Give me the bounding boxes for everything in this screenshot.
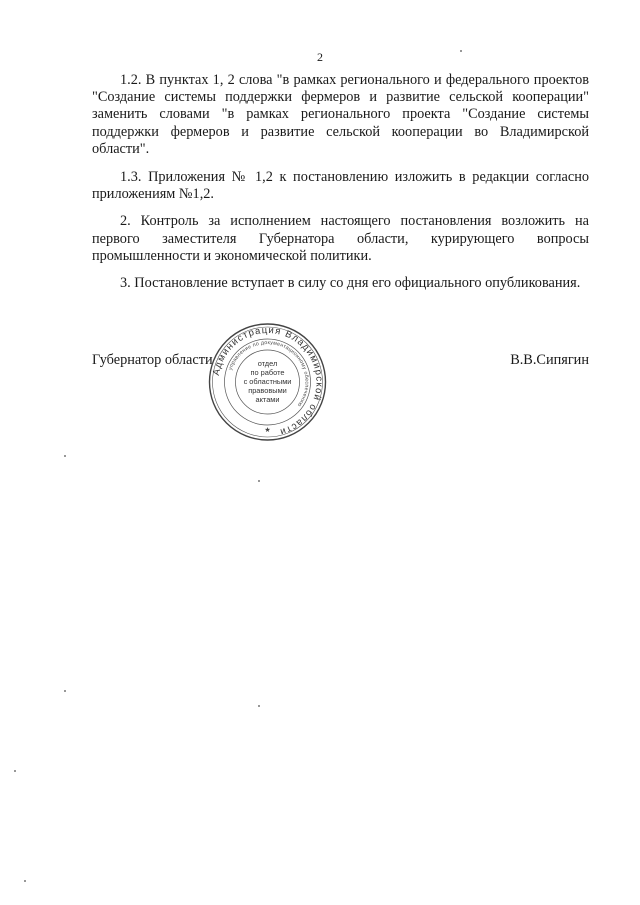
document-body [92, 72, 589, 292]
scan-speck [24, 880, 26, 882]
paragraph-2: 2. Контроль за исполнением настоящего постановления возложить на первого заместителя Губернатора области, курирующего вопросы промышленности и экономической политики. [92, 213, 589, 264]
stamp-star-icon: ★ [264, 426, 271, 434]
stamp-center-line-1: отдел [257, 359, 278, 368]
scan-speck [460, 50, 462, 52]
signatory-title: Губернатор области [92, 352, 213, 368]
scan-speck [258, 705, 260, 707]
scan-speck [64, 455, 66, 457]
scan-speck [14, 770, 16, 772]
signatory-name: В.В.Сипягин [510, 352, 589, 368]
stamp-center-line-2: по работе [250, 368, 285, 377]
stamp-center-line-5: актами [255, 395, 280, 404]
page-number: 2 [317, 50, 323, 64]
paragraph-1-2: 1.2. В пунктах 1, 2 слова "в рамках регионального и федерального проектов "Создание системы поддержки фермеров и развитие сельской кооперации" заменить словами "в рамках регионального проекта "Создание системы поддержки фермеров и развитие сельской кооперации во Владимирской области". [92, 72, 589, 157]
paragraph-1-3: 1.3. Приложения № 1,2 к постановлению изложить в редакции согласно приложениям №1,2. [92, 169, 589, 203]
stamp-center-line-4: правовыми [248, 386, 287, 395]
paragraph-3: 3. Постановление вступает в силу со дня его официального опубликования. [120, 275, 581, 292]
stamp-outer-text: Администрация Владимирской области [210, 324, 325, 438]
official-seal-stamp [205, 322, 330, 442]
stamp-inner-arc-text: управление по документационному обеспечению [227, 339, 310, 408]
scan-speck [258, 480, 260, 482]
stamp-center-line-3: с областными [243, 377, 292, 386]
scan-speck [64, 690, 66, 692]
